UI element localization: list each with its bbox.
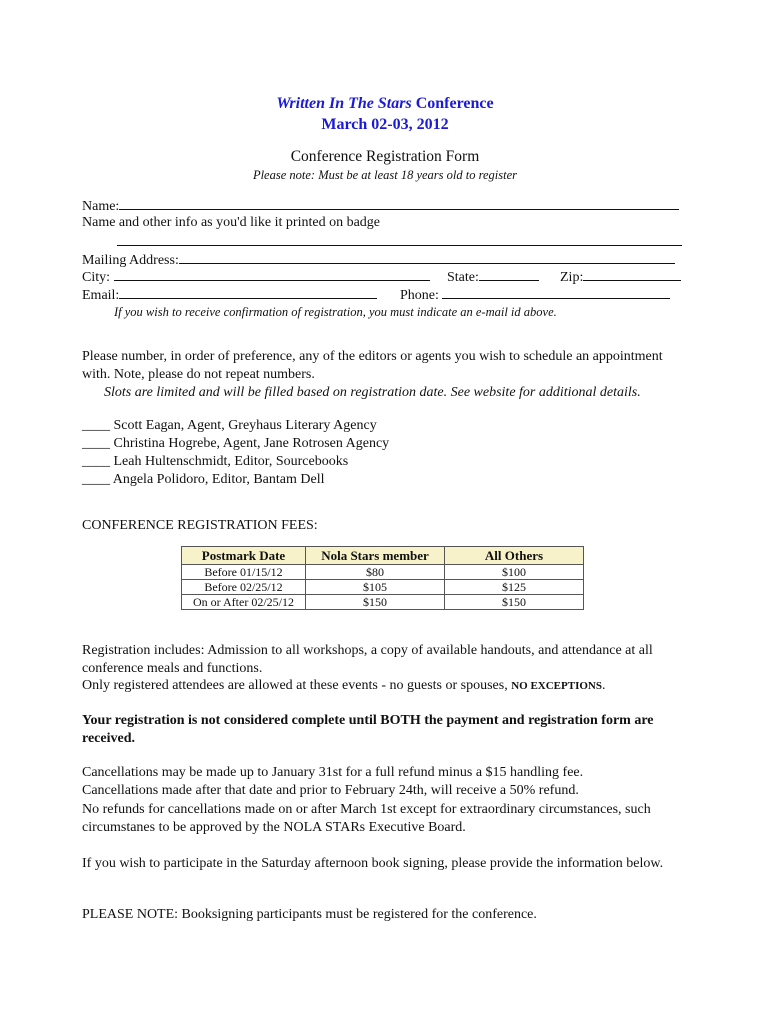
appointment-item	[82, 454, 348, 470]
conference-title-rest: Conference	[415, 95, 494, 112]
no-exceptions: NO EXCEPTIONS	[511, 680, 602, 692]
appointment-item	[82, 436, 389, 452]
fee-others: $125	[445, 580, 584, 595]
state-row	[447, 268, 539, 286]
appointment-label: Scott Eagan, Agent, Greyhaus Literary Agency	[113, 418, 377, 433]
table-row	[182, 595, 584, 610]
phone-line[interactable]	[442, 286, 670, 299]
email-row	[82, 286, 377, 304]
mailing-label: Mailing Address:	[82, 253, 179, 268]
email-line[interactable]	[119, 286, 377, 299]
email-confirmation-note: If you wish to receive confirmation of registration, you must indicate an e-mail id above.	[114, 305, 557, 319]
cancellation-2: Cancellations made after that date and prior to February 24th, will receive a 50% refund.	[82, 783, 579, 798]
city-line[interactable]	[114, 268, 430, 281]
appointment-label: Christina Hogrebe, Agent, Jane Rotrosen Agency	[113, 436, 390, 451]
zip-line[interactable]	[583, 268, 681, 281]
registration-includes: Registration includes: Admission to all workshops, a copy of available handouts, and attendance at all conference meals and functions.	[82, 643, 653, 676]
appointment-item	[82, 418, 377, 434]
appointment-blank[interactable]: ____	[82, 472, 110, 487]
period: .	[601, 678, 606, 693]
appointment-blank[interactable]: ____	[82, 418, 110, 433]
zip-label: Zip:	[560, 270, 584, 285]
cancellation-3: No refunds for cancellations made on or after March 1st except for extraordinary circumstances, such circumstanes to be approved by the NOLA STARs Executive Board.	[82, 802, 651, 835]
name-line[interactable]	[119, 197, 679, 210]
conference-dates: March 02-03, 2012	[321, 116, 449, 133]
slots-note: Slots are limited and will be filled based on registration date. See website for additional details.	[104, 385, 641, 400]
fee-date: Before 02/25/12	[182, 580, 306, 595]
appointment-blank[interactable]: ____	[82, 436, 110, 451]
fee-others: $150	[445, 595, 584, 610]
phone-row	[400, 286, 670, 304]
badge-line[interactable]	[117, 233, 682, 246]
fee-others: $100	[445, 565, 584, 580]
cancellation-1: Cancellations may be made up to January 31st for a full refund minus a $15 handling fee.	[82, 765, 584, 780]
fees-heading: CONFERENCE REGISTRATION FEES:	[82, 518, 318, 533]
form-title: Conference Registration Form	[290, 148, 480, 165]
col-others: All Others	[445, 547, 584, 565]
phone-label: Phone:	[400, 288, 439, 303]
conference-title-italic: Written In The Stars	[276, 95, 412, 112]
state-line[interactable]	[479, 268, 539, 281]
state-label: State:	[447, 270, 479, 285]
table-row	[182, 580, 584, 595]
fee-date: On or After 02/25/12	[182, 595, 306, 610]
mailing-line[interactable]	[179, 251, 675, 264]
mailing-field-row	[82, 251, 675, 269]
only-registered-line	[82, 678, 605, 694]
appointment-label: Angela Polidoro, Editor, Bantam Dell	[112, 472, 325, 487]
fee-member: $80	[306, 565, 445, 580]
col-postmark-date: Postmark Date	[182, 547, 306, 565]
name-label: Name:	[82, 199, 120, 214]
col-member: Nola Stars member	[306, 547, 445, 565]
fee-date: Before 01/15/12	[182, 565, 306, 580]
fees-header-row	[182, 547, 584, 565]
book-signing-intro: If you wish to participate in the Saturday afternoon book signing, please provide the information below.	[82, 856, 664, 871]
email-label: Email:	[82, 288, 120, 303]
appointments-intro: Please number, in order of preference, any of the editors or agents you wish to schedule an appointment with. Note, please do not repeat numbers.	[82, 349, 663, 382]
complete-notice: Your registration is not considered complete until BOTH the payment and registration form are received.	[82, 713, 654, 746]
name-field-row	[82, 197, 679, 215]
only-registered-text: Only registered attendees are allowed at these events - no guests or spouses,	[82, 678, 508, 693]
appointment-label: Leah Hultenschmidt, Editor, Sourcebooks	[113, 454, 349, 469]
city-row	[82, 268, 430, 286]
age-note: Please note: Must be at least 18 years old to register	[252, 168, 518, 182]
badge-label: Name and other info as you'd like it printed on badge	[82, 215, 380, 230]
conference-title	[82, 95, 688, 113]
zip-row	[560, 268, 681, 286]
fee-member: $105	[306, 580, 445, 595]
fees-table	[181, 546, 584, 610]
city-label: City:	[82, 270, 111, 285]
badge-line-row	[117, 233, 682, 251]
booksigning-note: PLEASE NOTE: Booksigning participants must be registered for the conference.	[82, 907, 537, 922]
table-row	[182, 565, 584, 580]
fee-member: $150	[306, 595, 445, 610]
appointment-blank[interactable]: ____	[82, 454, 110, 469]
appointment-item	[82, 472, 324, 488]
